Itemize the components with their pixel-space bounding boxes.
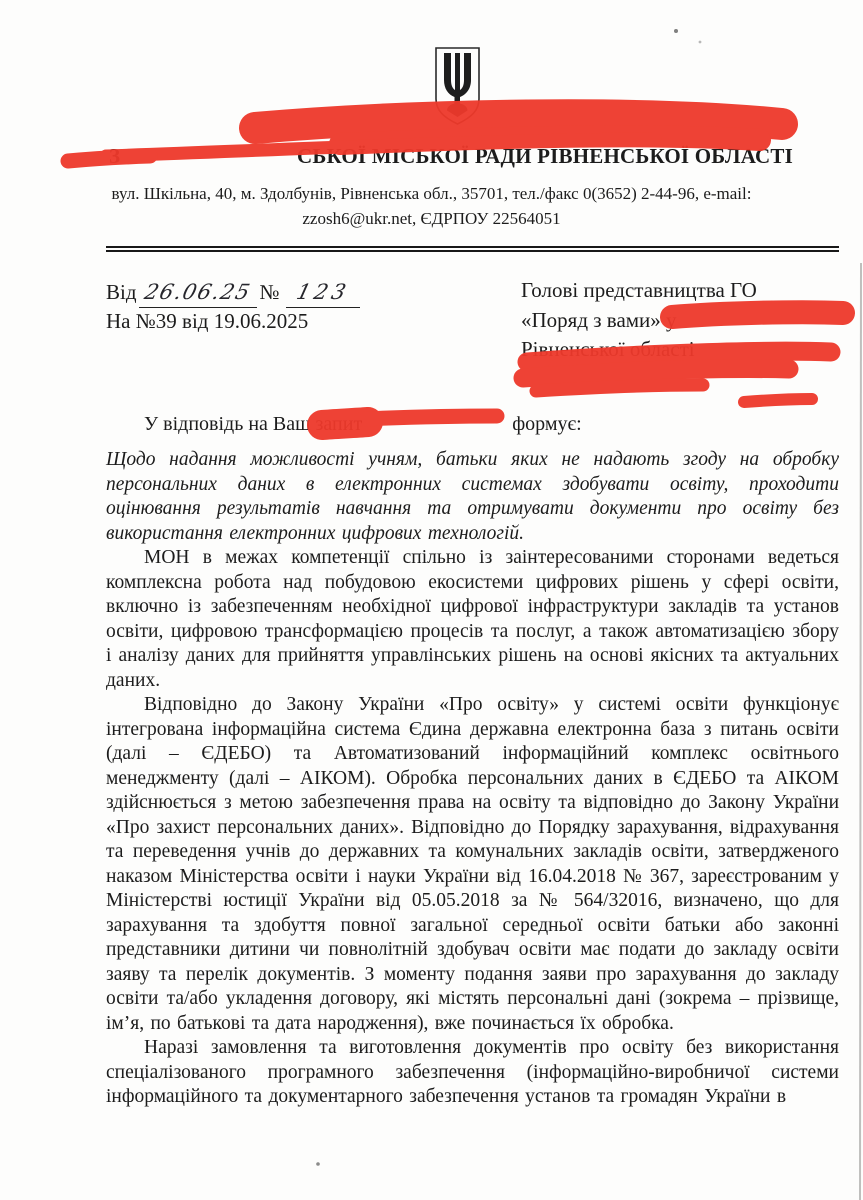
response-intro-line xyxy=(106,413,839,436)
org-name-visible-fragment: СЬКОЇ МІСЬКОЇ РАДИ РІВНЕНСЬКОЇ ОБЛАСТІ xyxy=(297,144,793,168)
addressee-line-2: «Поряд з вами» у xyxy=(521,307,677,332)
letter-body xyxy=(106,448,839,1110)
body-paragraph-2: Відповідно до Закону України «Про освіту» у системі освіти функціонує інтегрована інформаційна система Єдина державна електронна база з питань освіти (далі – ЄДЕБО) та Автоматизований інформаційний комплекс освітнього менеджменту (далі – АІКОМ). Обробка персональних даних в ЄДЕБО та АІКОМ здійснюється з метою забезпечення права на освіту та відповідно до Закону України «Про захист персональних даних». Відповідно до Порядку зарахування, відрахування та переведення учнів до державних та комунальних закладів освіти, затвердженого наказом Міністерства освіти і науки України від 16.04.2018 № 367, зареєстрованим у Міністерстві юстиції України від 05.05.2018 за № 564/32016, визначено, що для зарахування та здобуття повної загальної середньої освіти батьки або законні представники дитини чи повнолітній здобувач освіти має подати до закладу освіти заяву та перелік документів. З моменту подання заяви про зарахування до закладу освіти та/або укладення договору, які містять персональні дані (зокрема – прізвище, ім’я, по батькові та дата народження), вже починається їх обробка. xyxy=(106,694,839,1034)
letterhead-divider xyxy=(106,246,839,252)
addressee-block xyxy=(521,276,856,365)
handwritten-date xyxy=(139,282,257,308)
addressee-line-3: Рівненської області xyxy=(521,337,695,361)
org-name-fragment-left: З xyxy=(109,144,121,168)
redaction-scribble-header xyxy=(255,115,782,128)
redaction-scribble-addressee xyxy=(523,368,789,378)
response-intro-end: формує: xyxy=(512,413,582,435)
body-paragraph-3: Наразі замовлення та виготовлення документів про освіту без використання спеціалізованого програмного забезпечення (інформаційно-виробничої системи інформаційного та документарного забезпечення установ та громадян України в xyxy=(106,1037,839,1107)
emblem-trident-glyph xyxy=(444,53,471,117)
addressee-line-1: Голові представництва ГО xyxy=(521,278,757,302)
outgoing-ref-line xyxy=(106,280,360,308)
number-sign: № xyxy=(259,280,280,304)
body-paragraph-1: МОН в межах компетенції спільно із заінтересованими сторонами ведеться комплексна робота над побудовою екосистеми цифрових рішень у сфері освіти, включно із забезпеченням необхідної цифрової інфраструктури закладів та установ освіти, цифровою трансформацією процесів та послуг, а також автоматизацією збору і аналізу даних для прийняття управлінських рішень на основі якісних та актуальних даних. xyxy=(106,547,839,691)
redaction-scribble-header xyxy=(340,136,760,144)
scan-edge-artifact xyxy=(860,263,861,1200)
handwritten-date-text: 26.06.25 xyxy=(141,280,254,304)
address-line-2: zzosh6@ukr.net, ЄДРПОУ 22564051 xyxy=(302,209,561,228)
handwritten-number xyxy=(286,282,360,308)
scan-speck xyxy=(674,29,678,33)
from-label: Від xyxy=(106,280,137,304)
ukraine-trident-icon xyxy=(433,46,482,127)
incoming-ref-line: На №39 від 19.06.2025 xyxy=(106,309,309,333)
address-line-1: вул. Шкільна, 40, м. Здолбунів, Рівненська обл., 35701, тел./факс 0(3652) 2-44-96, e-mail: xyxy=(111,184,752,203)
response-intro-start: У відповідь на Ваш запит xyxy=(144,413,363,435)
scan-speck xyxy=(316,1162,320,1166)
redaction-scribble-addressee xyxy=(536,385,703,391)
subject-paragraph: Щодо надання можливості учням, батьки яких не надають згоду на обробку персональних даних в електронних системах здобувати освіту, проходити оцінювання результатів навчання та отримувати документи про освіту без використання електронних цифрових технологій. xyxy=(106,449,839,544)
redaction-scribble-addressee xyxy=(744,399,812,402)
scan-speck xyxy=(699,41,702,44)
handwritten-number-text: 123 xyxy=(293,280,352,304)
